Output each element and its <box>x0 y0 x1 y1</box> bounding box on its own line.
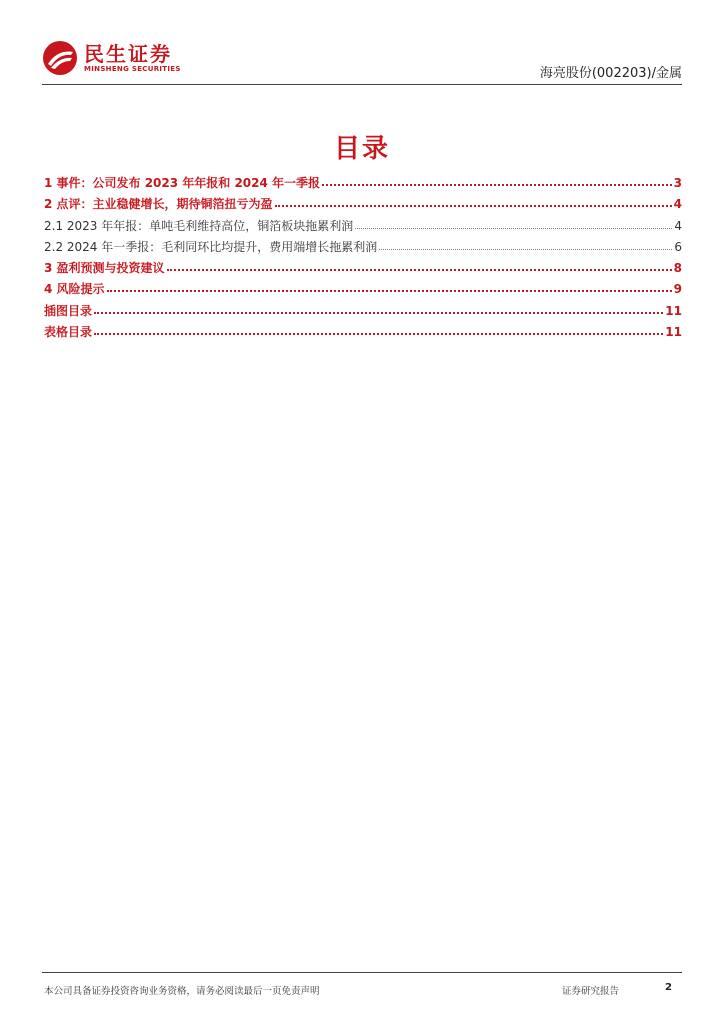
toc-entry-page: 11 <box>665 303 682 318</box>
report-subject: 海亮股份(002203)/金属 <box>539 66 682 81</box>
toc-leader-dots <box>322 184 672 186</box>
toc-entry-label: 3 盈利预测与投资建议 <box>44 261 165 276</box>
brand-logo <box>42 40 181 76</box>
toc-entry[interactable] <box>44 302 682 323</box>
toc-leader-dots <box>94 312 663 314</box>
toc-subentry[interactable] <box>44 217 682 238</box>
toc-leader-dots <box>379 249 672 250</box>
toc-entry-label: 2.1 2023 年年报：单吨毛利维持高位，铜箔板块拖累利润 <box>44 218 354 233</box>
toc-entry-label: 2 点评：主业稳健增长，期待铜箔扭亏为盈 <box>44 197 273 212</box>
toc-title: 目录 <box>333 134 390 164</box>
toc-entry-label: 1 事件：公司发布 2023 年年报和 2024 年一季报 <box>44 176 321 190</box>
toc-entry-label: 2.2 2024 年一季报：毛利同环比均提升，费用端增长拖累利润 <box>44 239 378 254</box>
toc-leader-dots <box>107 290 672 292</box>
page-header <box>42 40 682 86</box>
toc-entry[interactable] <box>44 259 682 280</box>
toc-entry-page: 4 <box>673 197 682 212</box>
footer-doc-type: 证券研究报告 <box>562 986 620 997</box>
toc-entry-label: 表格目录 <box>44 325 93 340</box>
toc-entry-page: 8 <box>673 261 682 276</box>
toc-entry-page: 9 <box>673 282 682 297</box>
toc-entry-page: 3 <box>673 176 682 190</box>
toc-subentry[interactable] <box>44 238 682 259</box>
toc-entry-label: 插图目录 <box>44 303 93 318</box>
brand-name-en: MINSHENG SECURITIES <box>84 64 181 73</box>
page-number: 2 <box>665 982 672 993</box>
toc-leader-dots <box>167 269 672 271</box>
toc-leader-dots <box>275 205 672 207</box>
toc-entry[interactable] <box>44 280 682 301</box>
toc-entry[interactable] <box>44 323 682 344</box>
table-of-contents <box>44 174 682 344</box>
toc-entry-page: 11 <box>665 325 682 340</box>
toc-entry-page: 4 <box>674 218 682 233</box>
toc-entry-page: 6 <box>674 239 682 254</box>
toc-entry[interactable] <box>44 174 682 195</box>
footer-divider <box>42 972 682 973</box>
toc-leader-dots <box>94 333 663 335</box>
footer-disclaimer: 本公司具备证券投资咨询业务资格，请务必阅读最后一页免责声明 <box>44 986 320 997</box>
toc-entry[interactable] <box>44 195 682 216</box>
toc-entry-label: 4 风险提示 <box>44 282 105 297</box>
brand-name-cn: 民生证券 <box>84 41 172 66</box>
header-divider <box>42 84 682 85</box>
toc-leader-dots <box>355 228 672 229</box>
minsheng-logo-icon <box>42 40 78 76</box>
